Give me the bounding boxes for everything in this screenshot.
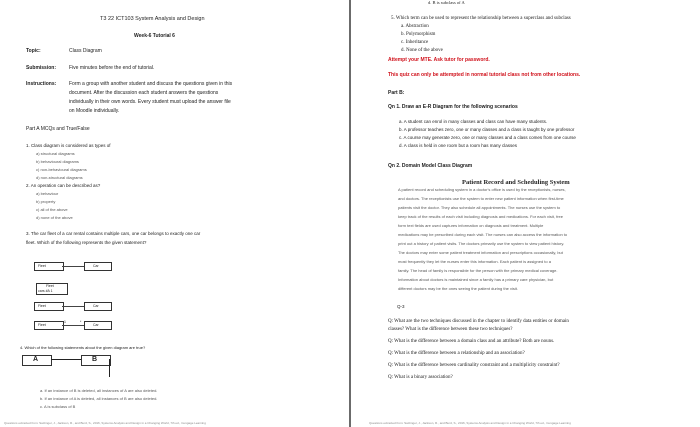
connector-line [109,359,110,377]
q5-option: a. Abstraction [401,24,429,29]
multiplicity-one: 1 [64,320,66,324]
q3-label: Q-3 [397,304,405,309]
fleet-class-box: Fleet [34,302,64,311]
instructions-line: on Moodle individually. [69,108,120,114]
car-class-box: Car [84,321,112,330]
association-line [62,325,84,326]
document-subheader: Week-6 Tutorial 6 [134,33,175,39]
q3-question: Q: What is the difference between cardinality constraint and a multiplicity constraint? [388,363,560,368]
part-b-question-2: Qn 2. Domain Model Class Diagram [388,163,473,169]
q1-option: a) structural diagrams [36,151,75,156]
scenario-line: family. The head of family is responsible for the person with the primary medical coverage. [398,268,558,273]
q5-option: d. None of the above [401,48,443,53]
question-4: 4. Which of the following statements about the given diagram are true? [20,345,146,350]
association-line [62,266,84,267]
question-2: 2. An operation can be described as? [26,183,101,188]
fleet-class-box: Fleet [34,321,64,330]
scenario-item: a. A student can enrol in many classes and class can have many students. [399,119,548,124]
q3-question: classes? What is the difference between these two techniques? [388,327,513,332]
scenario-line: A patient record and scheduling system in a doctor's office is used by the receptionists, nurses, [398,187,566,192]
q5-option: b. Polymorphism [401,32,436,37]
part-b-question-1: Qn 1. Draw an E-R Diagram for the following scenarios [388,104,518,110]
scenario-item: b. A professor teaches zero, one or many classes and a class is taught by one professor [399,127,575,132]
location-warning: This quiz can only be attempted in normal tutorial class not from other locations. [388,72,581,78]
instructions-label: Instructions: [26,81,57,87]
scenario-line: Information about doctors is maintained since a family has a primary care physician, but [398,277,554,282]
q4-option: b. If an instance of A is deleted, all instances of B are also deleted. [40,396,158,401]
topic-value: Class Diagram [69,48,102,54]
document-header: T3 22 ICT103 System Analysis and Design [100,16,205,22]
question-3-line: fleet. Which of the following represents the given statement? [26,240,147,245]
scenario-line: patients visit the doctor. They also schedule all appointments. The nurses use the system to [398,205,561,210]
page-footer: Questions extracted from: Satzinger, J., Jackson, R., and Burd, S., 2016, Systems Analysis and Design in a Changing World, 7th ed., Cengage Learning [4,421,206,425]
q1-option: d) non-structural diagrams [36,175,83,180]
scenario-line: The doctors may enter some patient treatment information and prescriptions occasionally, but [398,250,563,255]
part-a-heading: Part A MCQs and True/False [26,126,90,132]
scenario-title: Patient Record and Scheduling System [462,179,570,186]
scenario-line: print out a history of patient visits. The doctors primarily use the system to view patient history. [398,241,565,246]
scenario-item: c. A course may generate zero, one or many classes and a class comes from one course [399,135,576,140]
q3-question: Q: What is a binary association? [388,375,453,380]
q2-option: b) property [36,199,56,204]
scenario-line: keep track of the results of each visit including diagnosis and medications. For each visit, free [398,214,563,219]
page-footer: Questions extracted from: Satzinger, J., Jackson, R., and Burd, S., 2016, Systems Analysis and Design in a Changing World, 7th ed., Cengage Learning [369,421,571,425]
scenario-line: and doctors. The receptionists use the system to enter new patient information when first-time [398,196,564,201]
class-b-box: B [81,355,111,366]
question-5: 5. Which term can be used to represent the relationship between a superclass and subclass [391,16,571,21]
scenario-line: different doctors may be the ones seeing the patient during the visit. [398,286,518,291]
car-class-box: Car [84,302,112,311]
question-3-line: 3. The car fleet of a car rental contains multiple cars, one car belongs to exactly one car [26,231,201,236]
part-b-heading: Part B: [388,90,405,96]
mte-warning: Attempt your MTE. Ask tutor for password. [388,57,490,63]
q3-question: Q: What is the difference between a relationship and an association? [388,351,525,356]
left-document-page [0,0,349,427]
class-a-box: A [22,355,52,366]
instructions-line: individually in their own words. Every student must upload the answer file [69,99,231,105]
fleet-class-box: Fleet [34,262,64,271]
q1-option: b) behavioural diagrams [36,159,79,164]
scenario-line: medications may be prescribed during each visit. The nurses can also access the information to [398,232,568,237]
aggregation-line [51,359,81,360]
submission-label: Submission: [26,65,57,71]
instructions-line: document. After the discussion each student answers the questions [69,90,219,96]
q2-option: a) behaviour [36,191,59,196]
instructions-line: Form a group with another student and discuss the questions given in this [69,81,233,87]
question-1: 1. Class diagram is considered as types of [26,143,111,148]
association-class-box: Fleet cars #A 1 [36,283,68,295]
q3-question: Q: What are the two techniques discussed in the chapter to identify data entities or domain [388,319,569,324]
q4-option-d: d. B is subclass of A [428,0,465,5]
q5-option: c. Inheritance [401,40,429,45]
right-document-page [351,0,700,427]
q3-question: Q: What is the difference between a domain class and an attribute? Both are nouns. [388,339,555,344]
q1-option: c) non-behavioural diagrams [36,167,87,172]
scenario-item: d. A class is held in one room but a room has many classes [399,143,518,148]
q2-option: d) none of the above [36,215,73,220]
q4-option: c. A is subclass of B [40,404,76,409]
multiplicity-many: * [80,320,82,324]
q4-option: a. If an instance of B is deleted, all instances of A are also deleted. [40,388,158,393]
submission-value: Five minutes before the end of tutorial. [69,65,155,71]
scenario-line: most frequently they let the nurses enter this information. Each patient is assigned to a [398,259,551,264]
topic-label: Topic: [26,48,41,54]
scenario-line: form text fields are used captures information on diagnosis and treatment. Multiple [398,223,544,228]
car-class-box: Car [84,262,112,271]
q2-option: c) all of the above [36,207,68,212]
association-line [62,306,84,307]
